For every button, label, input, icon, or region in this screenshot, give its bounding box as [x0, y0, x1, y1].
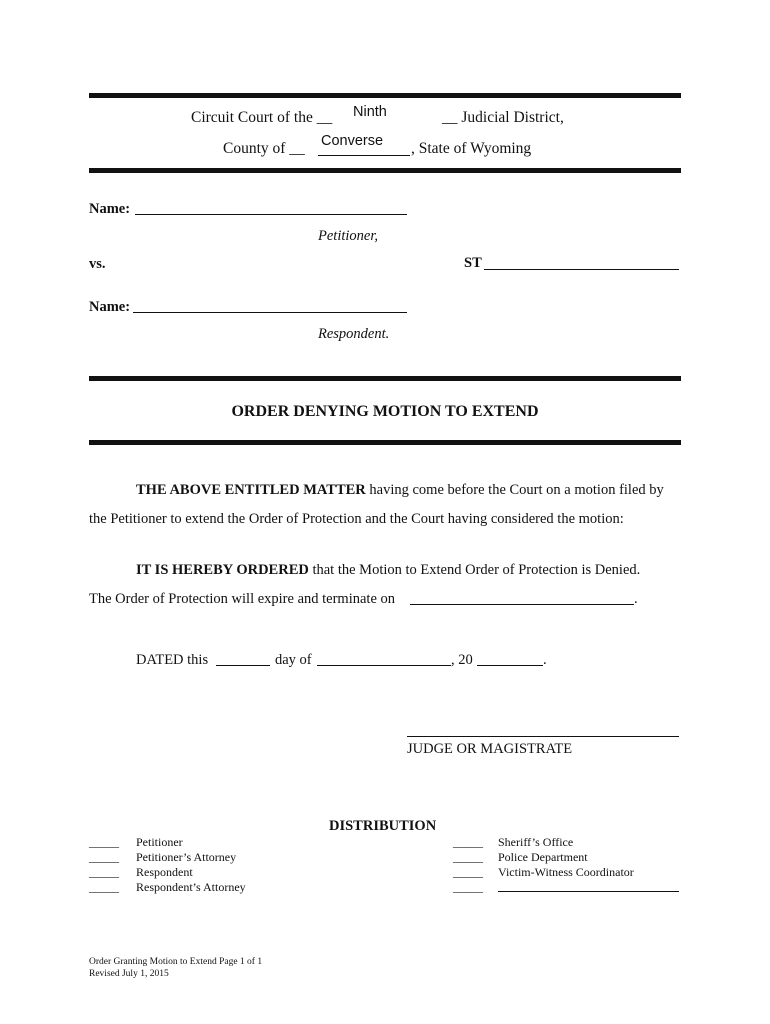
dated-year-line[interactable]: [477, 665, 543, 666]
distribution-label: Victim-Witness Coordinator: [498, 865, 634, 879]
respondent-name-label: Name:: [89, 299, 131, 315]
distribution-label: Petitioner: [136, 835, 183, 849]
distribution-blank[interactable]: _____: [453, 835, 483, 849]
distribution-item: [89, 865, 119, 880]
petitioner-role: Petitioner,: [318, 228, 379, 244]
expiration-date-line[interactable]: [410, 604, 634, 605]
header-bottom-rule: [89, 168, 681, 173]
county-field[interactable]: [321, 133, 383, 149]
paragraph-2-line-1: IT IS HEREBY ORDERED that the Motion to Extend Order of Protection is Denied.: [136, 562, 641, 578]
order-title: ORDER DENYING MOTION TO EXTEND: [231, 403, 539, 420]
expiration-period: .: [634, 591, 638, 607]
distribution-item: [89, 880, 119, 895]
dated-month-line[interactable]: [317, 665, 451, 666]
distribution-label: Respondent’s Attorney: [136, 880, 246, 894]
state-label: , State of Wyoming: [411, 140, 532, 157]
county-underline: [318, 155, 410, 156]
distribution-item: [453, 865, 483, 880]
title-top-rule: [89, 376, 681, 381]
distribution-blank[interactable]: _____: [453, 880, 483, 894]
dated-period: .: [543, 652, 547, 668]
distribution-item: [453, 835, 483, 850]
paragraph-1-line-2: the Petitioner to extend the Order of Protection and the Court having considered the motion:: [89, 511, 624, 527]
court-line: [191, 108, 332, 128]
case-prefix: ST: [464, 255, 482, 271]
county-value: Converse: [321, 133, 384, 149]
judicial-district-label: __ Judicial District,: [442, 109, 564, 126]
distribution-item: [453, 850, 483, 865]
footer-line-1: Order Granting Motion to Extend Page 1 of 1: [89, 957, 263, 967]
distribution-blank[interactable]: _____: [89, 850, 119, 864]
distribution-blank[interactable]: _____: [89, 880, 119, 894]
dated-day-line[interactable]: [216, 665, 270, 666]
case-number-line[interactable]: [484, 269, 679, 270]
distribution-item: [89, 850, 119, 865]
distribution-label: Respondent: [136, 865, 193, 879]
respondent-role: Respondent.: [318, 326, 390, 342]
dated-prefix: DATED this: [136, 652, 209, 668]
distribution-other-line[interactable]: [498, 891, 679, 892]
judge-label: JUDGE OR MAGISTRATE: [407, 741, 573, 757]
distribution-label: Police Department: [498, 850, 588, 864]
petitioner-name-label: Name:: [89, 201, 131, 217]
distribution-blank[interactable]: _____: [89, 865, 119, 879]
day-of-label: day of: [275, 652, 312, 668]
year-prefix: , 20: [451, 652, 473, 668]
respondent-name-line[interactable]: [133, 312, 407, 313]
petitioner-name-line[interactable]: [135, 214, 407, 215]
distribution-title: DISTRIBUTION: [329, 818, 437, 834]
distribution-label: Petitioner’s Attorney: [136, 850, 237, 864]
distribution-blank[interactable]: _____: [453, 865, 483, 879]
distribution-item: [89, 835, 119, 850]
district-field[interactable]: [353, 104, 387, 120]
top-rule: [89, 93, 681, 98]
judge-signature-line[interactable]: [407, 736, 679, 737]
district-value: Ninth: [353, 104, 387, 120]
expiration-text: The Order of Protection will expire and terminate on: [89, 591, 396, 607]
distribution-item: [453, 880, 483, 895]
distribution-blank[interactable]: _____: [453, 850, 483, 864]
court-prefix: Circuit Court of the __: [191, 109, 333, 126]
footer-line-2: Revised July 1, 2015: [89, 969, 169, 979]
title-bottom-rule: [89, 440, 681, 445]
distribution-label: Sheriff’s Office: [498, 835, 574, 849]
distribution-blank[interactable]: _____: [89, 835, 119, 849]
paragraph-1-line-1: THE ABOVE ENTITLED MATTER having come before the Court on a motion filed by: [136, 482, 664, 498]
county-prefix: County of __: [223, 140, 305, 157]
vs-label: vs.: [89, 256, 106, 272]
